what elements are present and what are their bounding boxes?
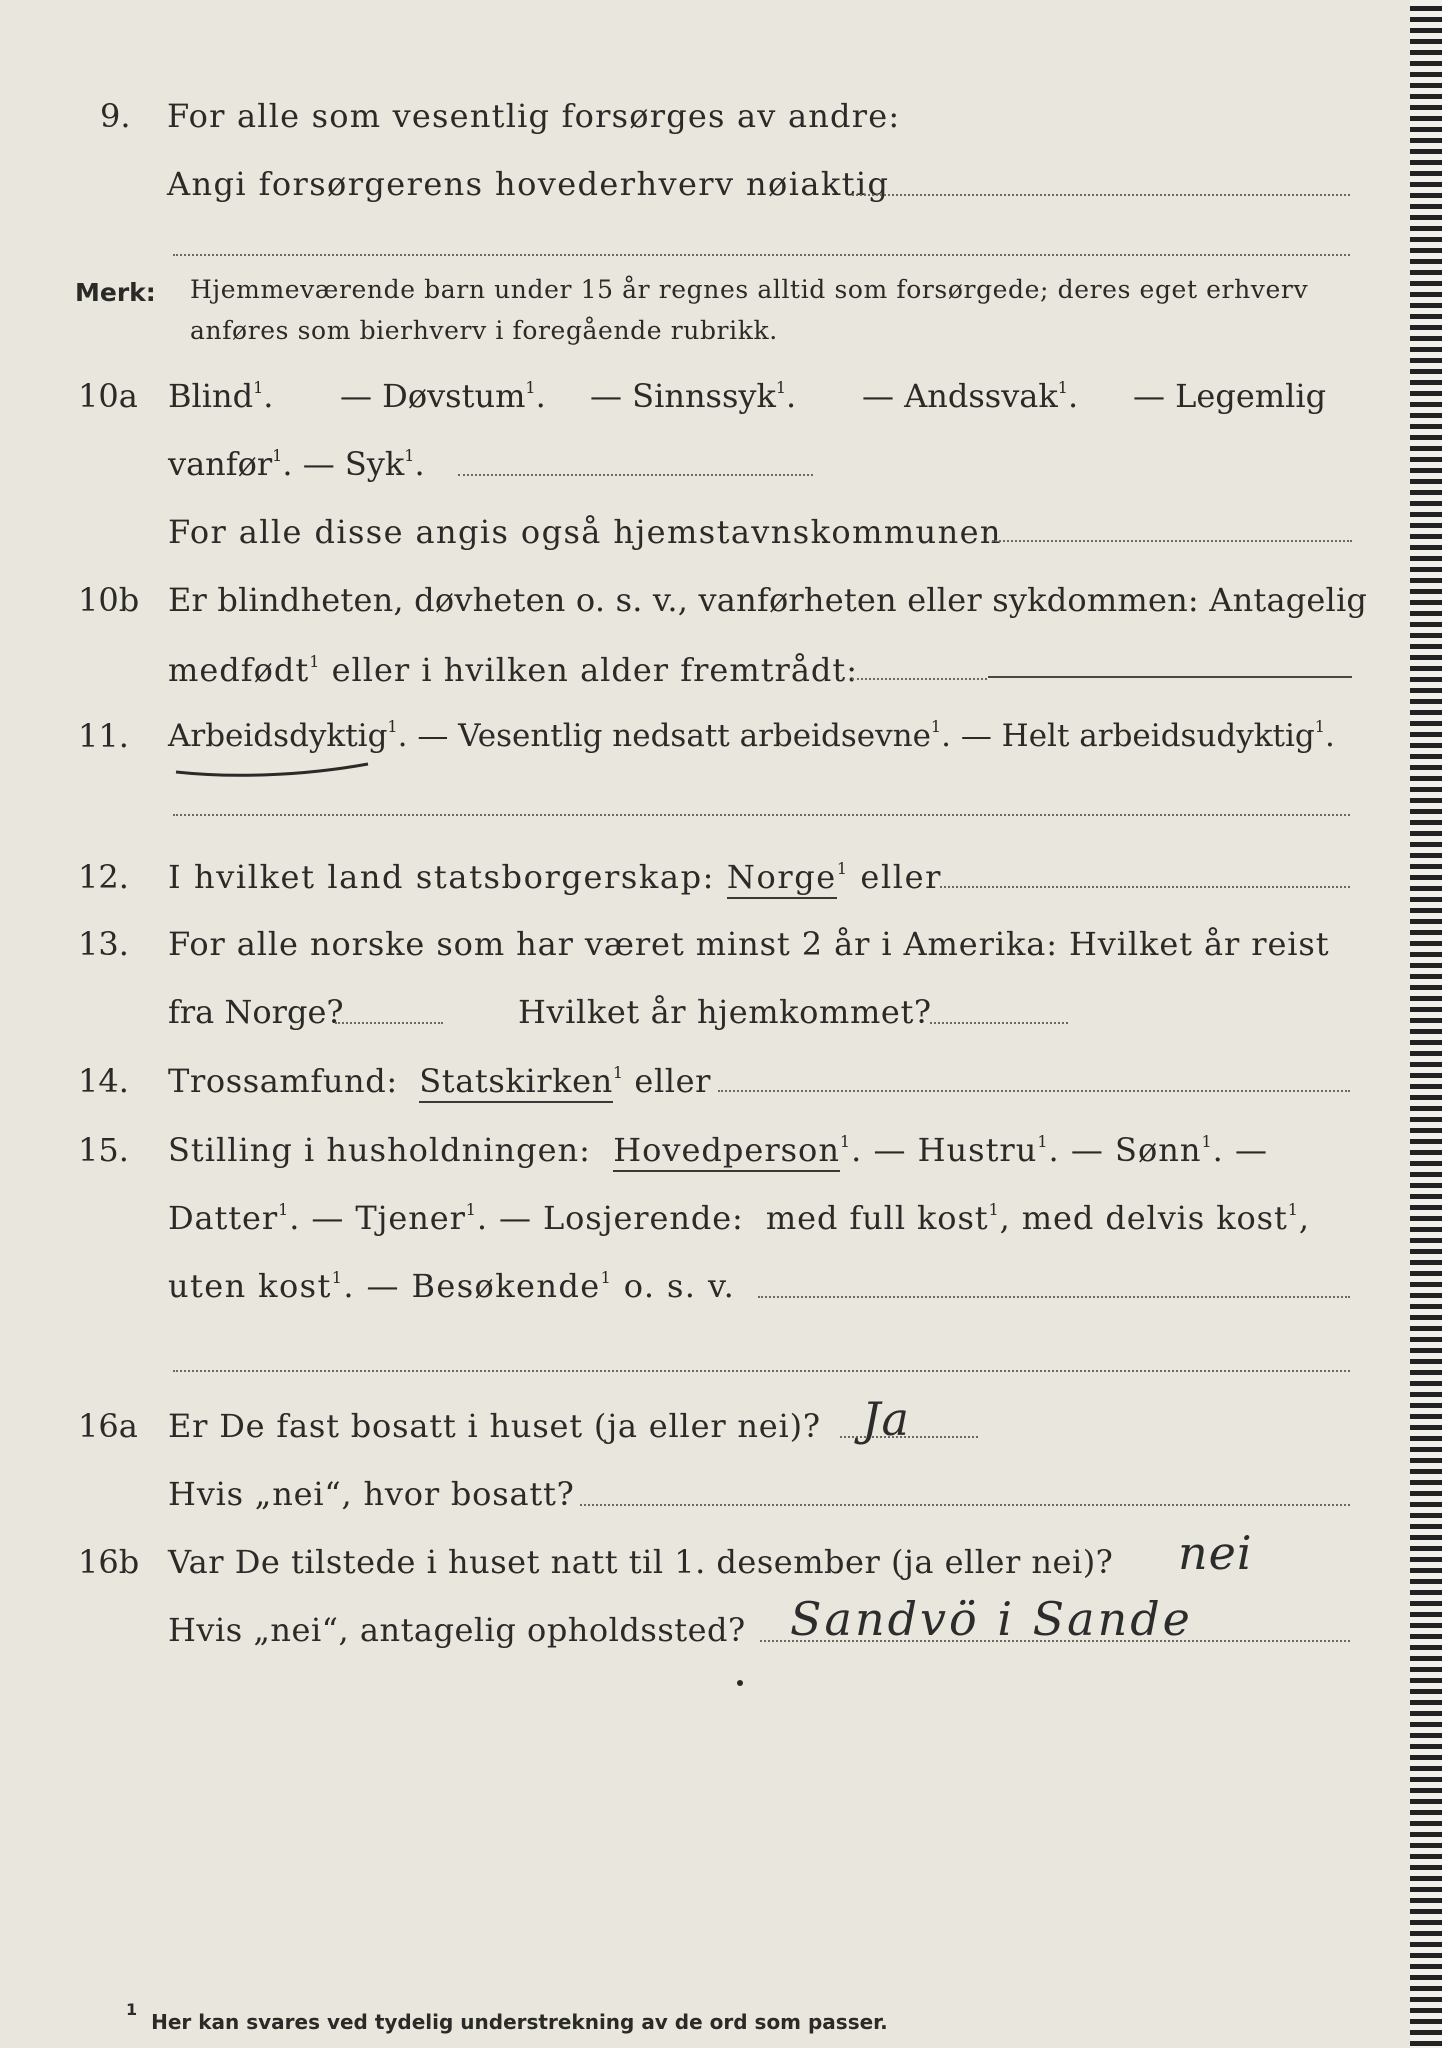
q15-sonn: — Sønn (1070, 1131, 1202, 1169)
q11-udyktig: — Helt arbeidsudyktig (960, 718, 1315, 754)
q16a-line2: Hvis „nei“, hvor bosatt? (168, 1475, 575, 1513)
q15-hovedperson: Hovedperson (613, 1131, 840, 1172)
q14-statskirken: Statskirken (419, 1062, 613, 1103)
footnote-text: Her kan svares ved tydelig understrekning av de ord som passer. (151, 2010, 888, 2034)
q15-hustru: — Hustru (873, 1131, 1038, 1169)
q10a-line1: Blind$^1$. (168, 377, 274, 415)
merk-line1: Hjemmeværende barn under 15 år regnes alltid som forsørgede; deres eget erhverv (190, 275, 1309, 304)
q12-line: I hvilket land statsborgerskap: Norge$^1$ eller (168, 857, 942, 897)
q10b-answer-line-dotted (852, 676, 987, 680)
q13-hjem-answer-line (930, 1020, 1068, 1024)
q15-line3: uten kost$^1$. — Besøkende$^1$ o. s. v. (168, 1267, 736, 1305)
q16b-number: 16b (78, 1543, 140, 1581)
ink-dot (737, 1680, 743, 1686)
q16a-number: 16a (78, 1407, 138, 1445)
q12-norge: Norge (727, 858, 837, 899)
q9-answer-line-2 (173, 252, 1350, 256)
q10b-number: 10b (78, 581, 140, 619)
q10a-number: 10a (78, 377, 138, 415)
q15-answer-line-2 (173, 1368, 1350, 1372)
q15-uten: uten kost (168, 1267, 332, 1305)
q10b-answer-line-solid (988, 676, 1352, 678)
q16b-line2: Hvis „nei“, antagelig opholdssted? (168, 1611, 746, 1649)
q11-answer-line (173, 812, 1350, 816)
q11-arbeidsdyktig: Arbeidsdyktig (168, 718, 388, 754)
q10a-syk: — Syk (302, 445, 405, 483)
q15-lead: Stilling i husholdningen: (168, 1131, 591, 1169)
q15-delvis: , med delvis kost (999, 1199, 1288, 1237)
q10a-vanfor: vanfør (168, 445, 273, 483)
q14-number: 14. (78, 1062, 129, 1100)
q10a-dovstum: — Døvstum$^1$. (340, 377, 546, 415)
q15-full: med full kost (765, 1199, 989, 1237)
q10a-sinnssyk: — Sinnssyk$^1$. (590, 377, 797, 415)
q16b-handwritten-answer2: Sandvö i Sande (790, 1592, 1193, 1646)
q9-line2: Angi forsørgerens hovederhverv nøiaktig (167, 165, 890, 203)
q15-line2: Datter$^1$. — Tjener$^1$. — Losjerende: med full kost$^1$, med delvis kost$^1$, (168, 1199, 1310, 1237)
q9-answer-line (852, 192, 1350, 196)
q15-line1: Stilling i husholdningen: Hovedperson$^1$. — Hustru$^1$. — Sønn$^1$. — (168, 1130, 1268, 1170)
q15-losjerende: — Losjerende: (499, 1199, 744, 1237)
q12-answer-line (940, 884, 1350, 888)
merk-label: Merk: (75, 278, 156, 307)
q13-fra-answer-line (335, 1020, 443, 1024)
q15-answer-line (758, 1294, 1350, 1298)
q14-eller: eller (634, 1062, 712, 1100)
q16b-handwritten-answer1: nei (1178, 1526, 1253, 1580)
q10a-kommune-answer-line (992, 538, 1352, 542)
q14-lead: Trossamfund: (168, 1062, 398, 1100)
q15-dash: — (1234, 1131, 1268, 1169)
q14-answer-line (718, 1088, 1350, 1092)
q10a-andssvak: — Andssvak$^1$. (862, 377, 1079, 415)
q10b-medfodt: medfødt (168, 651, 310, 689)
q15-tjener: — Tjener (311, 1199, 466, 1237)
q9-line1: For alle som vesentlig forsørges av andre: (167, 97, 901, 135)
q16b-line1: Var De tilstede i huset natt til 1. desember (ja eller nei)? (168, 1543, 1114, 1581)
q11-line: Arbeidsdyktig$^1$. — Vesentlig nedsatt arbeidsevne$^1$. — Helt arbeidsudyktig$^1$. (168, 717, 1335, 754)
q9-number: 9. (100, 97, 131, 135)
q10a-legemlig: — Legemlig (1133, 377, 1327, 415)
q13-fra: fra Norge? (168, 993, 344, 1031)
footnote-mark: 1 (126, 2000, 138, 2019)
q13-number: 13. (78, 925, 129, 963)
q12-number: 12. (78, 858, 129, 896)
q16a-bosatt-answer-line (580, 1502, 1350, 1506)
scan-edge (1410, 0, 1442, 2048)
q10b-line2: medfødt$^1$ eller i hvilken alder fremtrådt: (168, 651, 859, 689)
q10a-blind: Blind (168, 377, 254, 415)
q15-besokende: — Besøkende (366, 1267, 601, 1305)
q11-nedsatt: — Vesentlig nedsatt arbeidsevne (417, 718, 931, 754)
q10b-alder: eller i hvilken alder fremtrådt: (331, 651, 859, 689)
q15-datter: Datter (168, 1199, 279, 1237)
q13-hjem: Hvilket år hjemkommet? (518, 993, 932, 1031)
q10a-line2: vanfør$^1$. — Syk$^1$. (168, 445, 425, 483)
q10a-syk-answer-line (458, 472, 813, 476)
q13-line1: For alle norske som har været minst 2 år i Amerika: Hvilket år reist (168, 925, 1330, 963)
q12-eller: eller (860, 858, 943, 896)
q10a-line3: For alle disse angis også hjemstavnskommunen (168, 513, 1002, 551)
q16a-handwritten-answer: Ja (862, 1392, 910, 1446)
q14-line: Trossamfund: Statskirken$^1$ eller (168, 1061, 711, 1101)
q12-lead: I hvilket land statsborgerskap: (168, 858, 716, 896)
q11-number: 11. (78, 717, 129, 755)
q15-osv: o. s. v. (623, 1267, 736, 1305)
q10b-line1: Er blindheten, døvheten o. s. v., vanførheten eller sykdommen: Antagelig (168, 581, 1368, 619)
q11-handwritten-underline (172, 758, 372, 780)
q16a-line1: Er De fast bosatt i huset (ja eller nei)? (168, 1407, 821, 1445)
q15-number: 15. (78, 1131, 129, 1169)
merk-line2: anføres som bierhverv i foregående rubrikk. (190, 316, 778, 345)
footnote (126, 2000, 888, 2034)
